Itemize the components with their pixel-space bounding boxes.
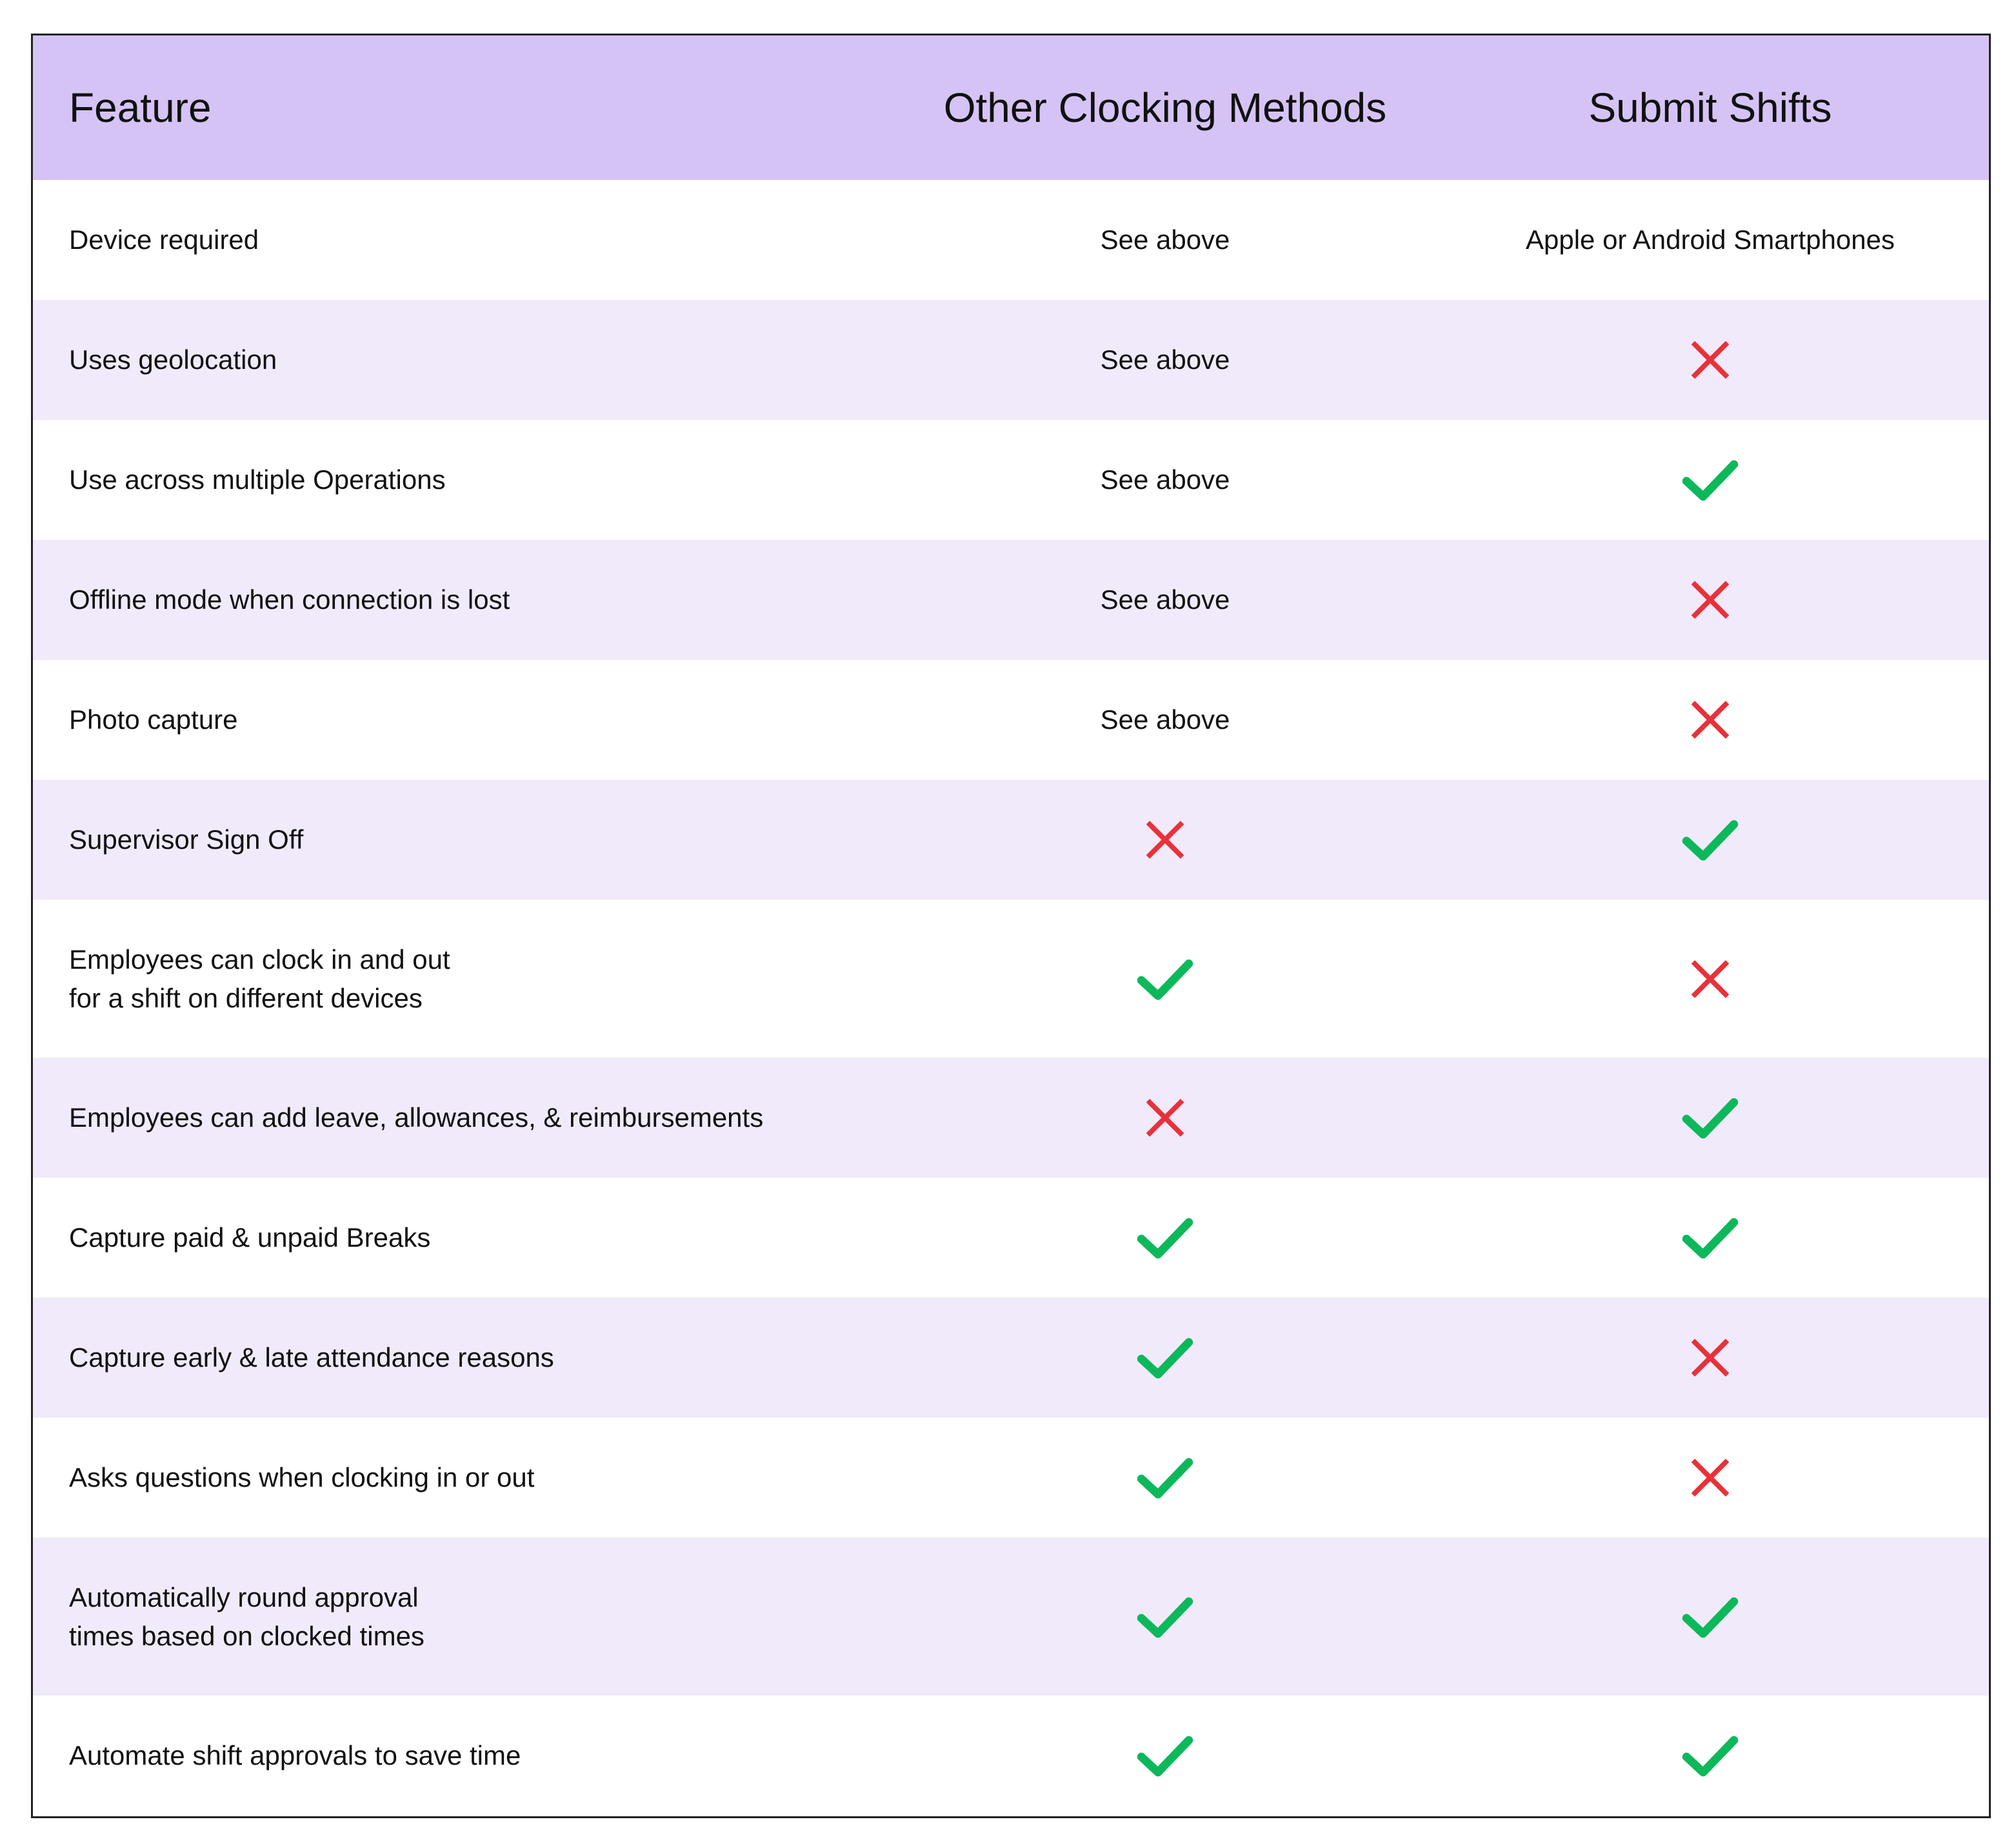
feature-label: Uses geolocation <box>69 344 277 375</box>
other-methods-status <box>830 780 1501 900</box>
submit-shifts-status <box>1433 1418 1988 1538</box>
check-icon <box>1135 1208 1195 1267</box>
check-icon <box>1681 1587 1740 1647</box>
other-methods-value: See above <box>1100 704 1230 735</box>
check-icon <box>1681 1088 1740 1147</box>
feature-label: Capture early & late attendance reasons <box>69 1342 554 1373</box>
check-icon <box>1681 450 1740 510</box>
other-methods-status <box>830 1058 1501 1178</box>
check-icon <box>1135 1448 1195 1507</box>
submit-shifts-status <box>1433 300 1988 420</box>
feature-label: Photo capture <box>69 704 238 735</box>
check-icon <box>1681 1726 1740 1785</box>
table-row <box>33 1178 1989 1298</box>
table-row <box>33 180 1989 300</box>
submit-shifts-status <box>1433 540 1988 660</box>
table-row <box>33 780 1989 900</box>
feature-label: Employees can clock in and out for a shift on different devices <box>69 944 450 1013</box>
table-row <box>33 1418 1989 1538</box>
table-row <box>33 300 1989 420</box>
other-methods-status <box>830 1178 1501 1298</box>
table-row <box>33 1298 1989 1418</box>
cross-icon <box>1688 577 1733 622</box>
comparison-table <box>31 34 1991 1818</box>
other-methods-value: See above <box>1100 224 1230 255</box>
submit-shifts-status <box>1433 660 1988 780</box>
other-methods-status <box>830 900 1501 1058</box>
other-methods-status <box>830 1696 1501 1816</box>
other-methods-value: See above <box>1100 584 1230 615</box>
submit-shifts-status <box>1433 420 1988 540</box>
table-row <box>33 900 1989 1058</box>
table-row <box>33 1696 1989 1816</box>
cross-icon <box>1143 817 1188 862</box>
check-icon <box>1135 949 1195 1009</box>
table-row <box>33 1058 1989 1178</box>
check-icon <box>1681 1208 1740 1267</box>
feature-label: Asks questions when clocking in or out <box>69 1462 535 1492</box>
submit-shifts-status <box>1433 1178 1988 1298</box>
table-row <box>33 1538 1989 1696</box>
other-methods-status <box>830 1538 1501 1696</box>
feature-label: Use across multiple Operations <box>69 464 446 495</box>
check-icon <box>1135 1587 1195 1647</box>
feature-label: Device required <box>69 224 259 255</box>
cross-icon <box>1688 697 1733 742</box>
check-icon <box>1135 1726 1195 1785</box>
submit-shifts-status <box>1433 1538 1988 1696</box>
submit-shifts-status <box>1433 1696 1988 1816</box>
feature-label: Offline mode when connection is lost <box>69 584 510 615</box>
table-row <box>33 420 1989 540</box>
submit-shifts-status <box>1433 1298 1988 1418</box>
submit-shifts-status <box>1433 900 1988 1058</box>
feature-label: Automate shift approvals to save time <box>69 1740 521 1770</box>
header-submit-shifts: Submit Shifts <box>1588 84 1832 131</box>
feature-label: Employees can add leave, allowances, & reimbursements <box>69 1102 764 1133</box>
feature-label: Capture paid & unpaid Breaks <box>69 1222 431 1253</box>
cross-icon <box>1688 1455 1733 1500</box>
other-methods-status <box>830 1298 1501 1418</box>
check-icon <box>1135 1328 1195 1387</box>
cross-icon <box>1688 957 1733 1002</box>
submit-shifts-value: Apple or Android Smartphones <box>1525 224 1895 255</box>
table-row <box>33 660 1989 780</box>
feature-label: Automatically round approval times based on clocked times <box>69 1581 424 1651</box>
cross-icon <box>1688 1335 1733 1380</box>
other-methods-status <box>830 1418 1501 1538</box>
table-body <box>33 180 1989 1816</box>
submit-shifts-status <box>1433 780 1988 900</box>
check-icon <box>1681 810 1740 869</box>
other-methods-value: See above <box>1100 464 1230 495</box>
other-methods-value: See above <box>1100 344 1230 375</box>
table-header <box>33 35 1989 180</box>
header-feature: Feature <box>69 84 212 131</box>
header-other-clocking-methods: Other Clocking Methods <box>943 84 1387 131</box>
submit-shifts-status <box>1433 1058 1988 1178</box>
table-row <box>33 540 1989 660</box>
feature-label: Supervisor Sign Off <box>69 824 304 855</box>
cross-icon <box>1688 337 1733 382</box>
cross-icon <box>1143 1095 1188 1140</box>
